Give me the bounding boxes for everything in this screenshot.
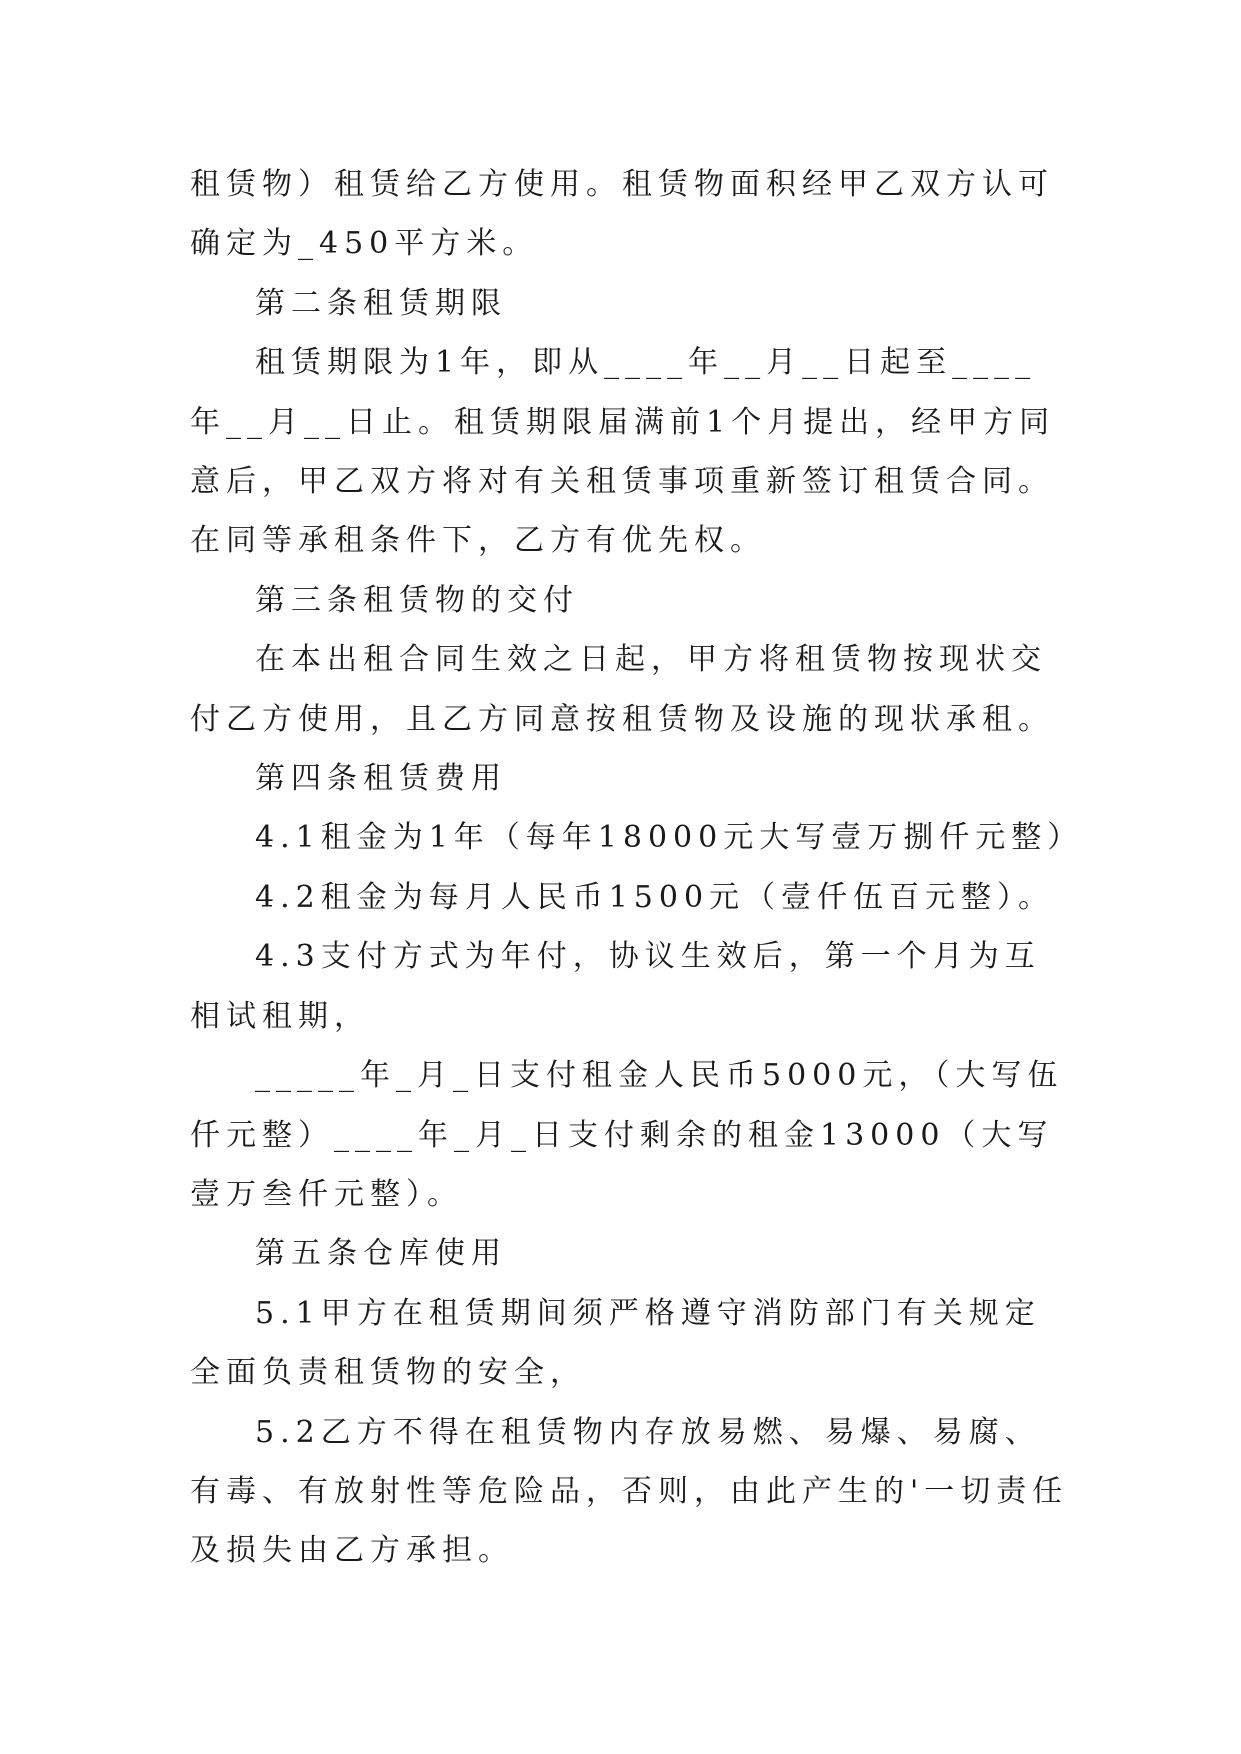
paragraph-delivery: 在本出租合同生效之日起，甲方将租赁物按现状交付乙方使用，且乙方同意按租赁物及设施的现状承租。 (190, 642, 1054, 737)
heading-article-2: 第二条租赁期限 (255, 285, 507, 321)
paragraph-payment-4-3: 4.3支付方式为年付，协议生效后，第一个月为互相试租期， (190, 939, 1041, 1034)
paragraph-lease-area: 租赁物）租赁给乙方使用。租赁物面积经甲乙双方认可确定为_450平方米。 (190, 167, 1054, 262)
paragraph-rent-4-1: 4.1租金为1年（每年18000元大写壹万捌仟元整） (255, 820, 1084, 856)
paragraph-rent-4-2: 4.2租金为每月人民币1500元（壹仟伍百元整）。 (255, 879, 1055, 915)
paragraph-lease-term: 租赁期限为1年，即从____年__月__日起至____年__月__日止。租赁期限届满前1个月提出，经甲方同意后，甲乙双方将对有关租赁事项重新签订租赁合同。在同等承租条件下，乙方有优先权。 (190, 345, 1056, 559)
paragraph-usage-5-1: 5.1甲方在租赁期间须严格遵守消防部门有关规定全面负责租赁物的安全， (190, 1295, 1041, 1391)
contract-text (190, 155, 1084, 1581)
paragraph-usage-5-2: 5.2乙方不得在租赁物内存放易燃、易爆、易腐、有毒、有放射性等危险品，否则，由此产生的'一切责任及损失由乙方承担。 (190, 1414, 1069, 1569)
heading-article-4: 第四条租赁费用 (255, 761, 507, 797)
heading-article-3: 第三条租赁物的交付 (255, 582, 579, 618)
heading-article-5: 第五条仓库使用 (255, 1236, 507, 1272)
paragraph-payment-dates: _____年_月_日支付租金人民币5000元，（大写伍仟元整）____年_月_日支付剩余的租金13000（大写壹万叁仟元整）。 (190, 1058, 1064, 1212)
